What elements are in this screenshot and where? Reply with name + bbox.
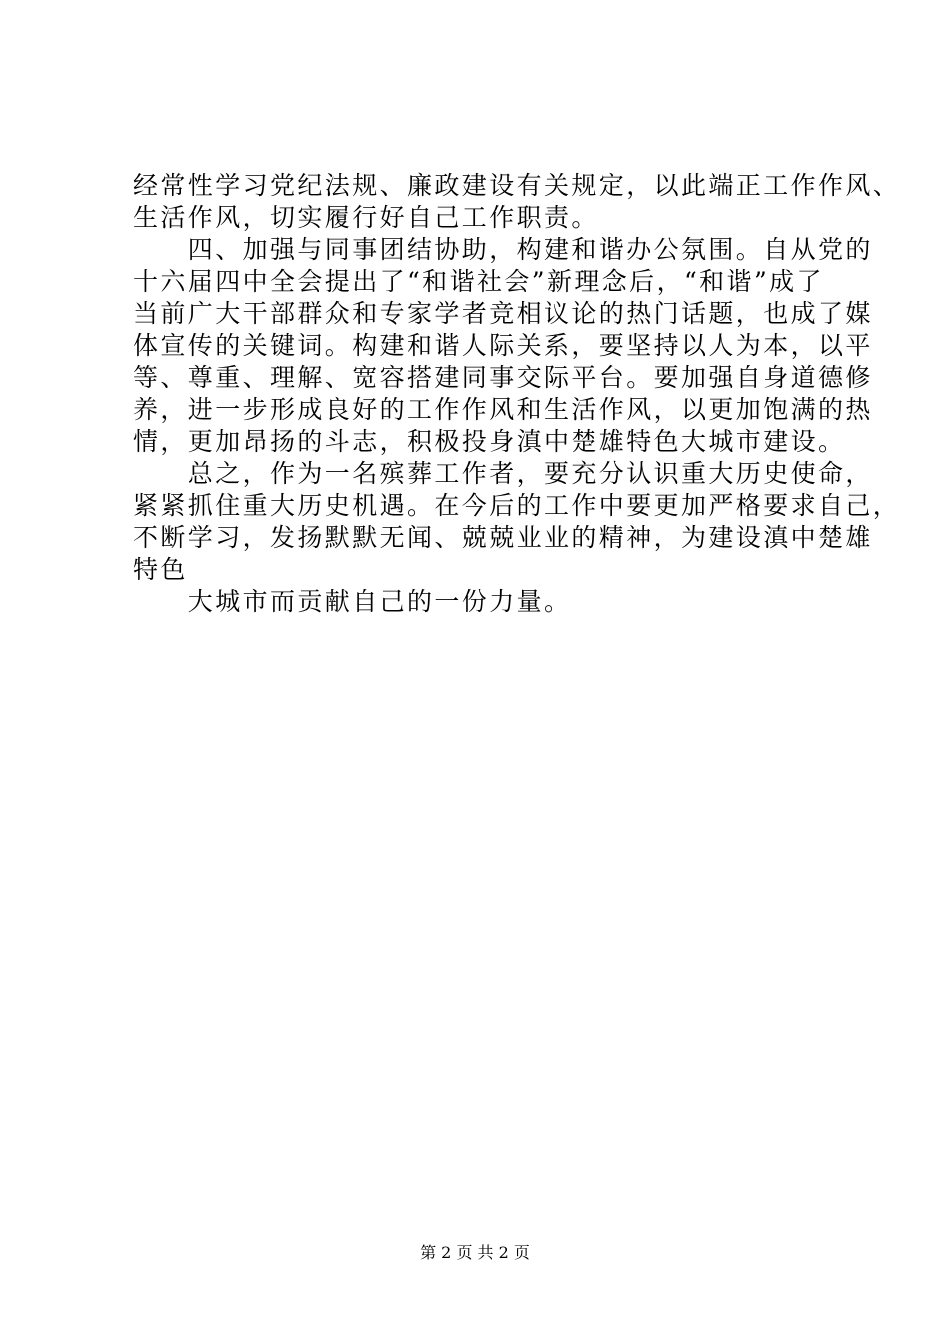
text-line: 四、加强与同事团结协助，构建和谐办公氛围。自从党的 xyxy=(133,235,873,264)
text-line: 不断学习，发扬默默无闻、兢兢业业的精神，为建设滇中楚雄 xyxy=(133,523,873,552)
page-number-footer: 第 2 页 共 2 页 xyxy=(420,1243,530,1262)
text-line: 总之，作为一名殡葬工作者，要充分认识重大历史使命， xyxy=(133,459,873,488)
text-line: 经常性学习党纪法规、廉政建设有关规定，以此端正工作作风、 xyxy=(133,171,901,200)
text-line: 体宣传的关键词。构建和谐人际关系，要坚持以人为本，以平 xyxy=(133,331,873,360)
text-line: 十六届四中全会提出了“和谐社会”新理念后，“和谐”成了 xyxy=(133,267,824,296)
text-line: 大城市而贡献自己的一份力量。 xyxy=(133,587,572,616)
text-line: 生活作风，切实履行好自己工作职责。 xyxy=(133,203,599,232)
text-line: 养，进一步形成良好的工作作风和生活作风，以更加饱满的热 xyxy=(133,395,873,424)
text-line: 情，更加昂扬的斗志，积极投身滇中楚雄特色大城市建设。 xyxy=(133,427,846,456)
text-line: 等、尊重、理解、宽容搭建同事交际平台。要加强自身道德修 xyxy=(133,363,873,392)
text-line: 当前广大干部群众和专家学者竞相议论的热门话题，也成了媒 xyxy=(133,299,873,328)
text-line: 特色 xyxy=(133,555,188,584)
body-text xyxy=(133,170,901,618)
text-line: 紧紧抓住重大历史机遇。在今后的工作中要更加严格要求自己， xyxy=(133,491,901,520)
